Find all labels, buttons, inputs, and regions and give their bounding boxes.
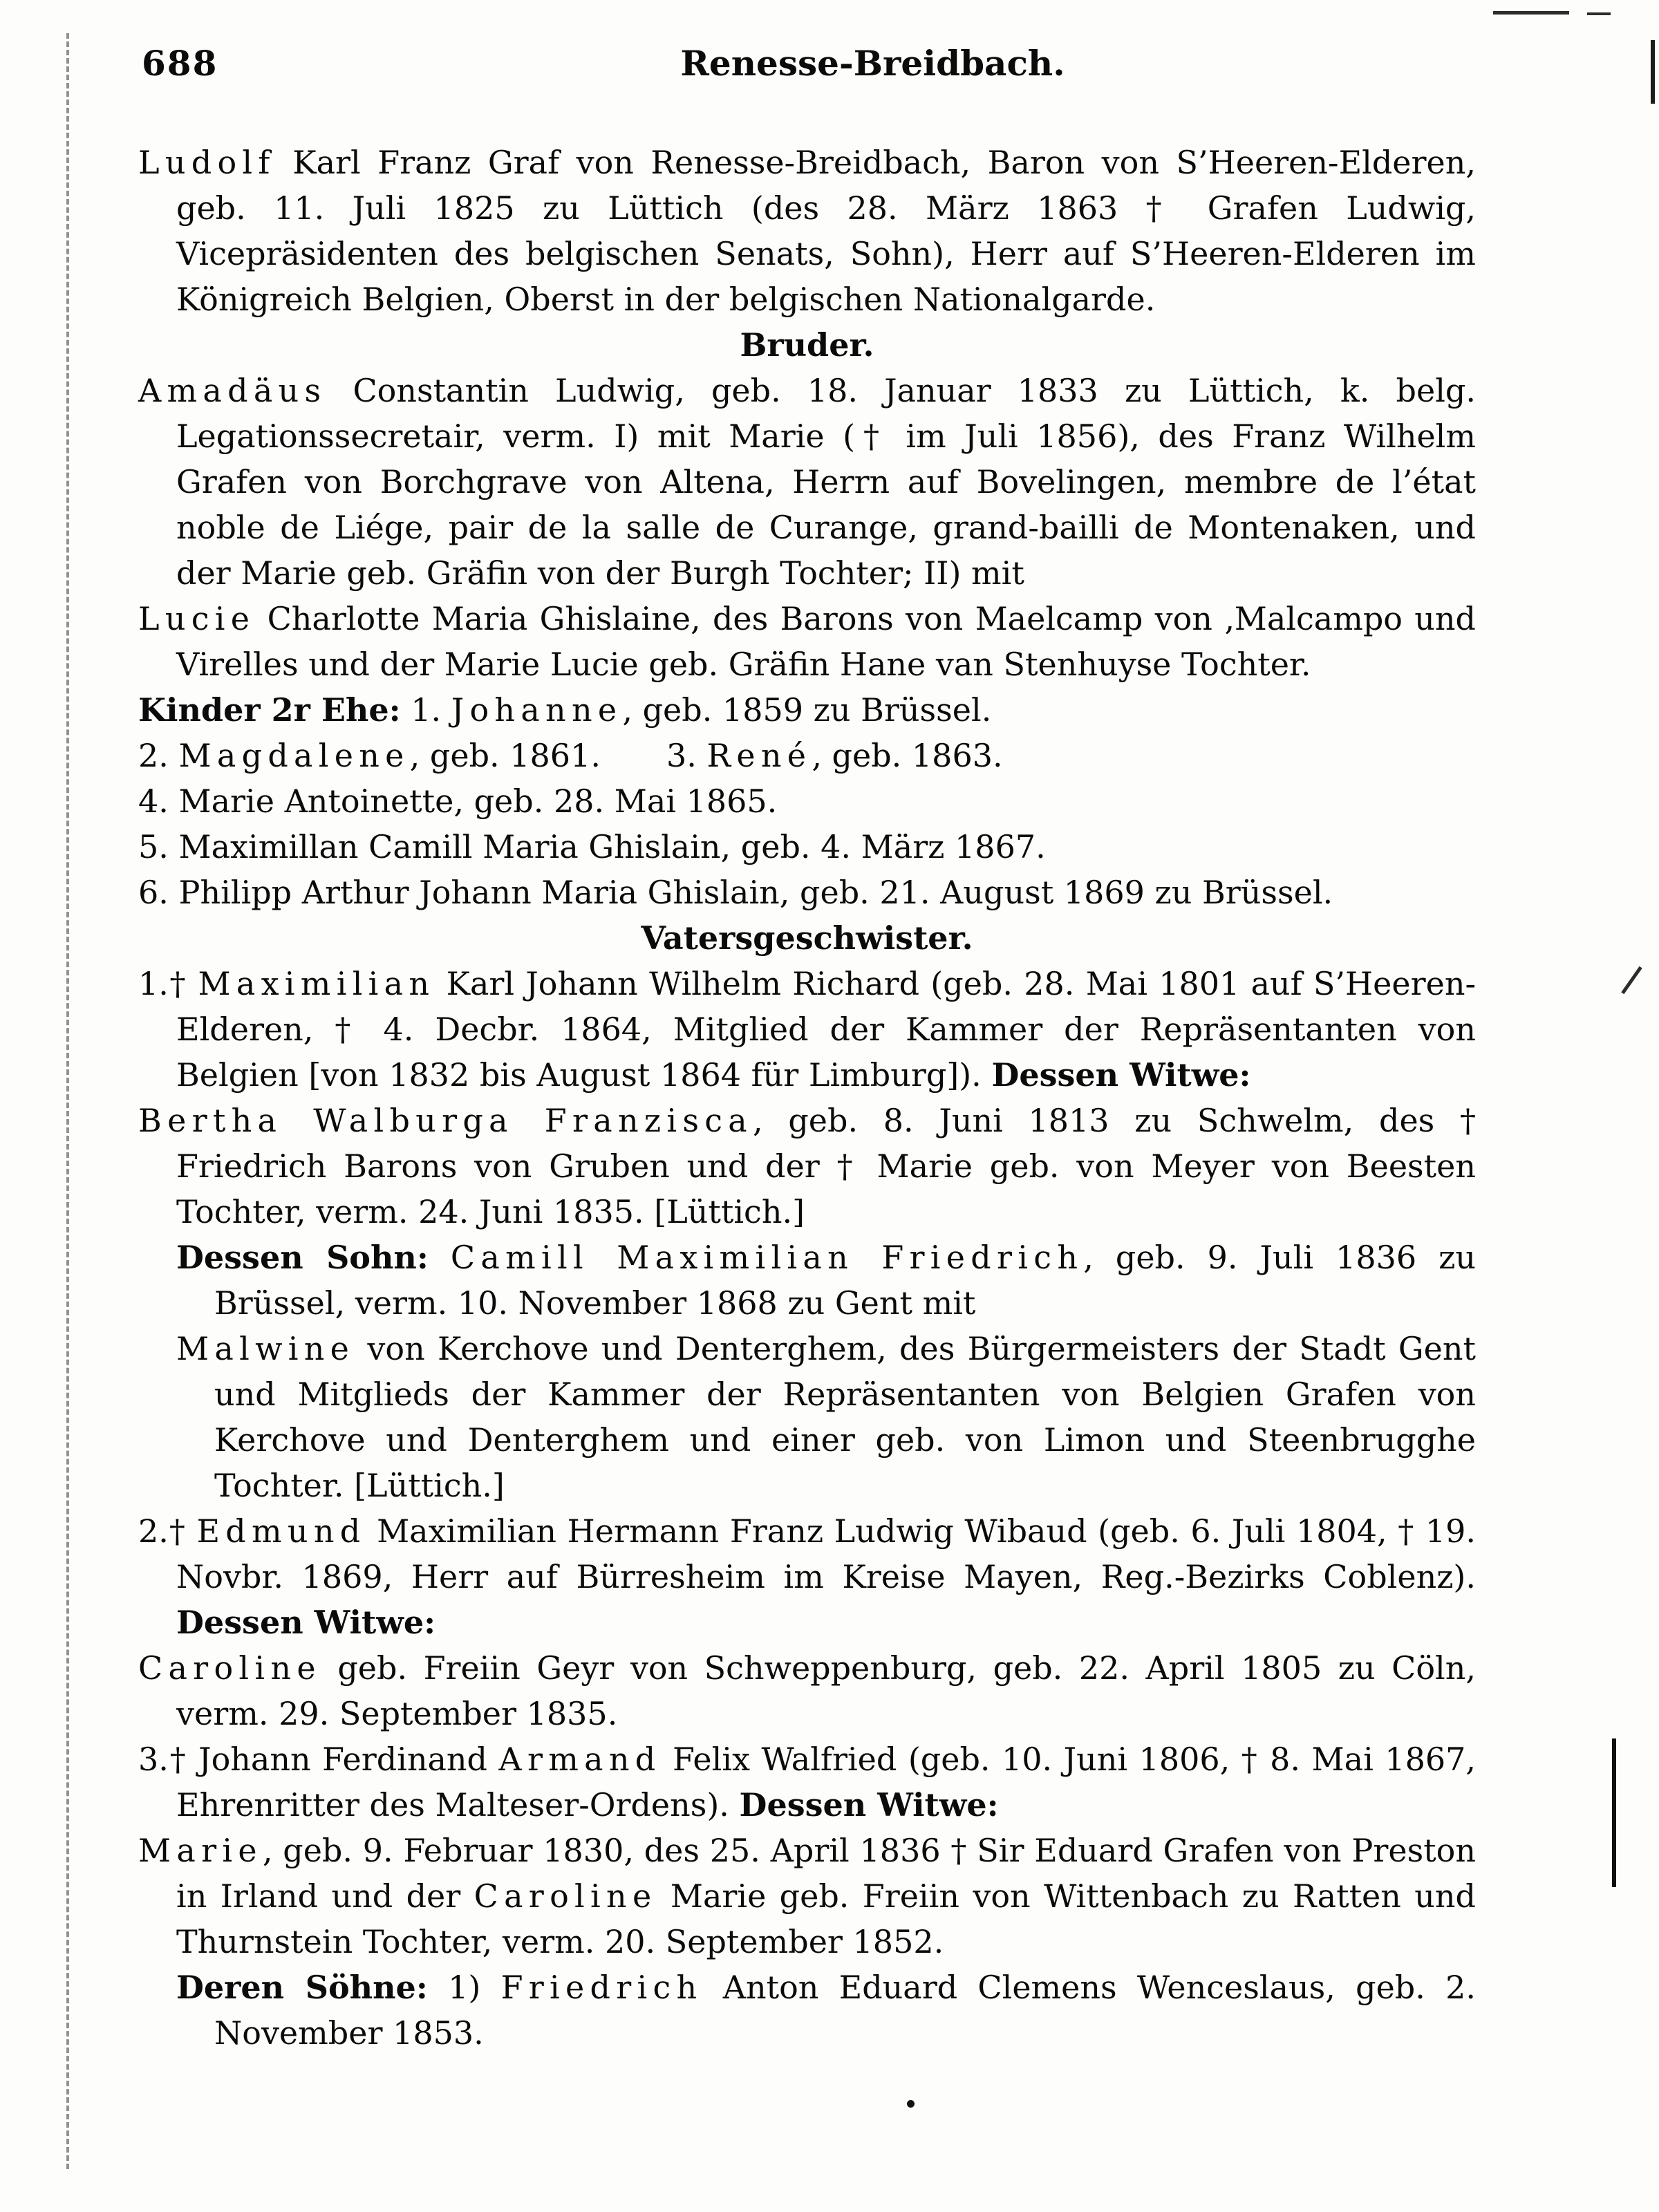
paragraph <box>138 824 1476 870</box>
text-run: 6. Philipp Arthur Johann Maria Ghislain, geb. 21. August 1869 zu Brüssel. <box>138 874 1333 911</box>
text-run: , geb. 9. Juli 1836 zu Brüssel, verm. 10. November 1868 zu Gent mit <box>214 1239 1477 1322</box>
text-run: Dessen Witwe: <box>991 1056 1251 1094</box>
text-run: Dessen Witwe: <box>176 1604 436 1641</box>
text-run: Felix Walfried (geb. 10. Juni 1806, † 8. Mai 1867, Ehrenritter des Malteser-Ordens). <box>176 1741 1476 1824</box>
text-run: Edmund <box>196 1512 366 1550</box>
paragraph <box>138 1828 1476 1965</box>
text-run: Kinder 2r Ehe: <box>138 691 401 729</box>
text-run: Caroline <box>474 1877 657 1915</box>
genealogy-text-block <box>138 140 1476 2056</box>
scan-mark-right-edge-low <box>1612 1738 1616 1887</box>
paragraph <box>138 368 1476 596</box>
text-run: von Kerchove und Denterghem, des Bürgermeisters der Stadt Gent und Mitglieds der Kammer der Repräsentanten von Belgien Grafen von Kerchove und Denterghem und einer geb. von Limon und Steenbrugghe Tochter. [Lüttich.] <box>214 1330 1476 1504</box>
paragraph <box>138 1965 1476 2056</box>
page-number: 688 <box>142 43 218 84</box>
text-run: 4. Marie Antoinette, geb. 28. Mai 1865. <box>138 782 778 820</box>
text-run: 2.† <box>138 1512 197 1550</box>
text-run: Caroline <box>138 1649 321 1687</box>
text-run: Johanne <box>451 691 623 729</box>
paragraph <box>138 1736 1476 1828</box>
text-run: Dessen Sohn: <box>176 1239 429 1276</box>
text-run: geb. Freiin Geyr von Schweppenburg, geb. 22. April 1805 zu Cöln, verm. 29. September 1835. <box>176 1649 1476 1732</box>
paragraph <box>138 870 1476 915</box>
text-run: Bruder. <box>740 326 874 364</box>
text-run: Friedrich <box>500 1969 703 2006</box>
paragraph <box>138 778 1476 824</box>
text-run: 3.† Johann Ferdinand <box>138 1741 499 1778</box>
page-header <box>138 43 1476 91</box>
text-run: Bertha Walburga Franzisca <box>138 1102 753 1139</box>
text-run: 2. <box>138 737 179 774</box>
text-run: Constantin Ludwig, geb. 18. Januar 1833 zu Lüttich, k. belg. Legationssecretair, verm. I) mit Marie († im Juli 1856), des Franz Wilhelm Grafen von Borchgrave von Altena, Herrn auf Bovelingen, membre de l’état noble de Liége, pair de la salle de Curange, grand-bailli de Montenaken, und der Marie geb. Gräfin von der Burgh Tochter; II) mit <box>176 372 1476 592</box>
scan-gutter-line <box>66 33 69 2169</box>
text-run: Marie geb. Freiin von Wittenbach zu Ratten und Thurnstein Tochter, verm. 20. September 1852. <box>176 1877 1476 1960</box>
text-run: 1. <box>400 691 451 729</box>
text-run: , geb. 9. Februar 1830, des 25. April 1836 † Sir Eduard Grafen von Preston in Irland und der <box>176 1832 1476 1915</box>
text-run: René <box>706 737 812 774</box>
text-run: 1.† <box>138 965 198 1002</box>
text-run: Lucie <box>138 600 256 637</box>
scan-speck-bottom <box>907 2100 915 2108</box>
section-heading <box>138 322 1476 368</box>
page-content <box>138 43 1476 2056</box>
text-run: Karl Johann Wilhelm Richard (geb. 28. Mai 1801 auf S’Heeren-Elderen, † 4. Decbr. 1864, Mitglied der Kammer der Repräsentanten von Belgien [von 1832 bis August 1864 für Limburg]). <box>176 965 1476 1094</box>
text-run: Vatersgeschwister. <box>641 919 973 957</box>
scan-mark-right-slash <box>1621 966 1642 995</box>
text-run: Charlotte Maria Ghislaine, des Barons von Maelcamp von ‚Malcampo und Virelles und der Marie Lucie geb. Gräfin Hane van Stenhuyse Tochter. <box>176 600 1476 683</box>
text-run: Anton Eduard Clemens Wenceslaus, geb. 2. November 1853. <box>214 1969 1477 2052</box>
paragraph <box>138 1508 1476 1645</box>
running-title: Renesse-Breidbach. <box>680 43 1065 84</box>
text-run: Karl Franz Graf von Renesse-Breidbach, Baron von S’Heeren-Elderen, geb. 11. Juli 1825 zu Lüttich (des 28. März 1863 † Grafen Ludwig, Vicepräsidenten des belgischen Senats, Sohn), Herr auf S’Heeren-Elderen im Königreich Belgien, Oberst in der belgischen Nationalgarde. <box>176 144 1476 318</box>
text-run: , geb. 1861. <box>409 737 601 774</box>
text-run <box>429 1239 451 1276</box>
section-heading <box>138 915 1476 961</box>
scan-mark-top-right-dash-small <box>1587 12 1611 15</box>
text-run: Maximilian Hermann Franz Ludwig Wibaud (geb. 6. Juli 1804, † 19. Novbr. 1869, Herr auf Bürresheim im Kreise Mayen, Reg.-Bezirks Coblenz). <box>176 1512 1476 1595</box>
text-run: Maximilian <box>198 965 435 1002</box>
text-run: , geb. 8. Juni 1813 zu Schwelm, des † Friedrich Barons von Gruben und der † Marie geb. von Meyer von Beesten Tochter, verm. 24. Juni 1835. [Lüttich.] <box>176 1102 1476 1230</box>
paragraph <box>138 1098 1476 1235</box>
paragraph <box>138 733 1476 778</box>
paragraph <box>138 1235 1476 1326</box>
text-run: Amadäus <box>138 372 327 409</box>
paragraph <box>138 1645 1476 1736</box>
paragraph <box>138 961 1476 1098</box>
text-run: Marie <box>138 1832 263 1869</box>
text-run: 5. Maximillan Camill Maria Ghislain, geb. 4. März 1867. <box>138 828 1046 865</box>
scan-mark-right-edge-top <box>1651 40 1655 104</box>
text-run: , geb. 1863. <box>812 737 1003 774</box>
paragraph <box>138 1326 1476 1508</box>
scan-mark-top-right-dash <box>1493 11 1569 15</box>
text-run: Dessen Witwe: <box>739 1786 999 1824</box>
text-run: Deren Söhne: <box>176 1969 428 2006</box>
text-run: Camill Maximilian Friedrich <box>450 1239 1084 1276</box>
paragraph <box>138 596 1476 687</box>
text-run: 3. <box>666 737 707 774</box>
text-run: Ludolf <box>138 144 276 181</box>
paragraph <box>138 140 1476 322</box>
text-run: Malwine <box>176 1330 355 1367</box>
text-run: 1) <box>427 1969 501 2006</box>
text-run: Armand <box>498 1741 662 1778</box>
text-run: Magdalene <box>178 737 410 774</box>
paragraph <box>138 687 1476 733</box>
text-run: , geb. 1859 zu Brüssel. <box>622 691 992 729</box>
